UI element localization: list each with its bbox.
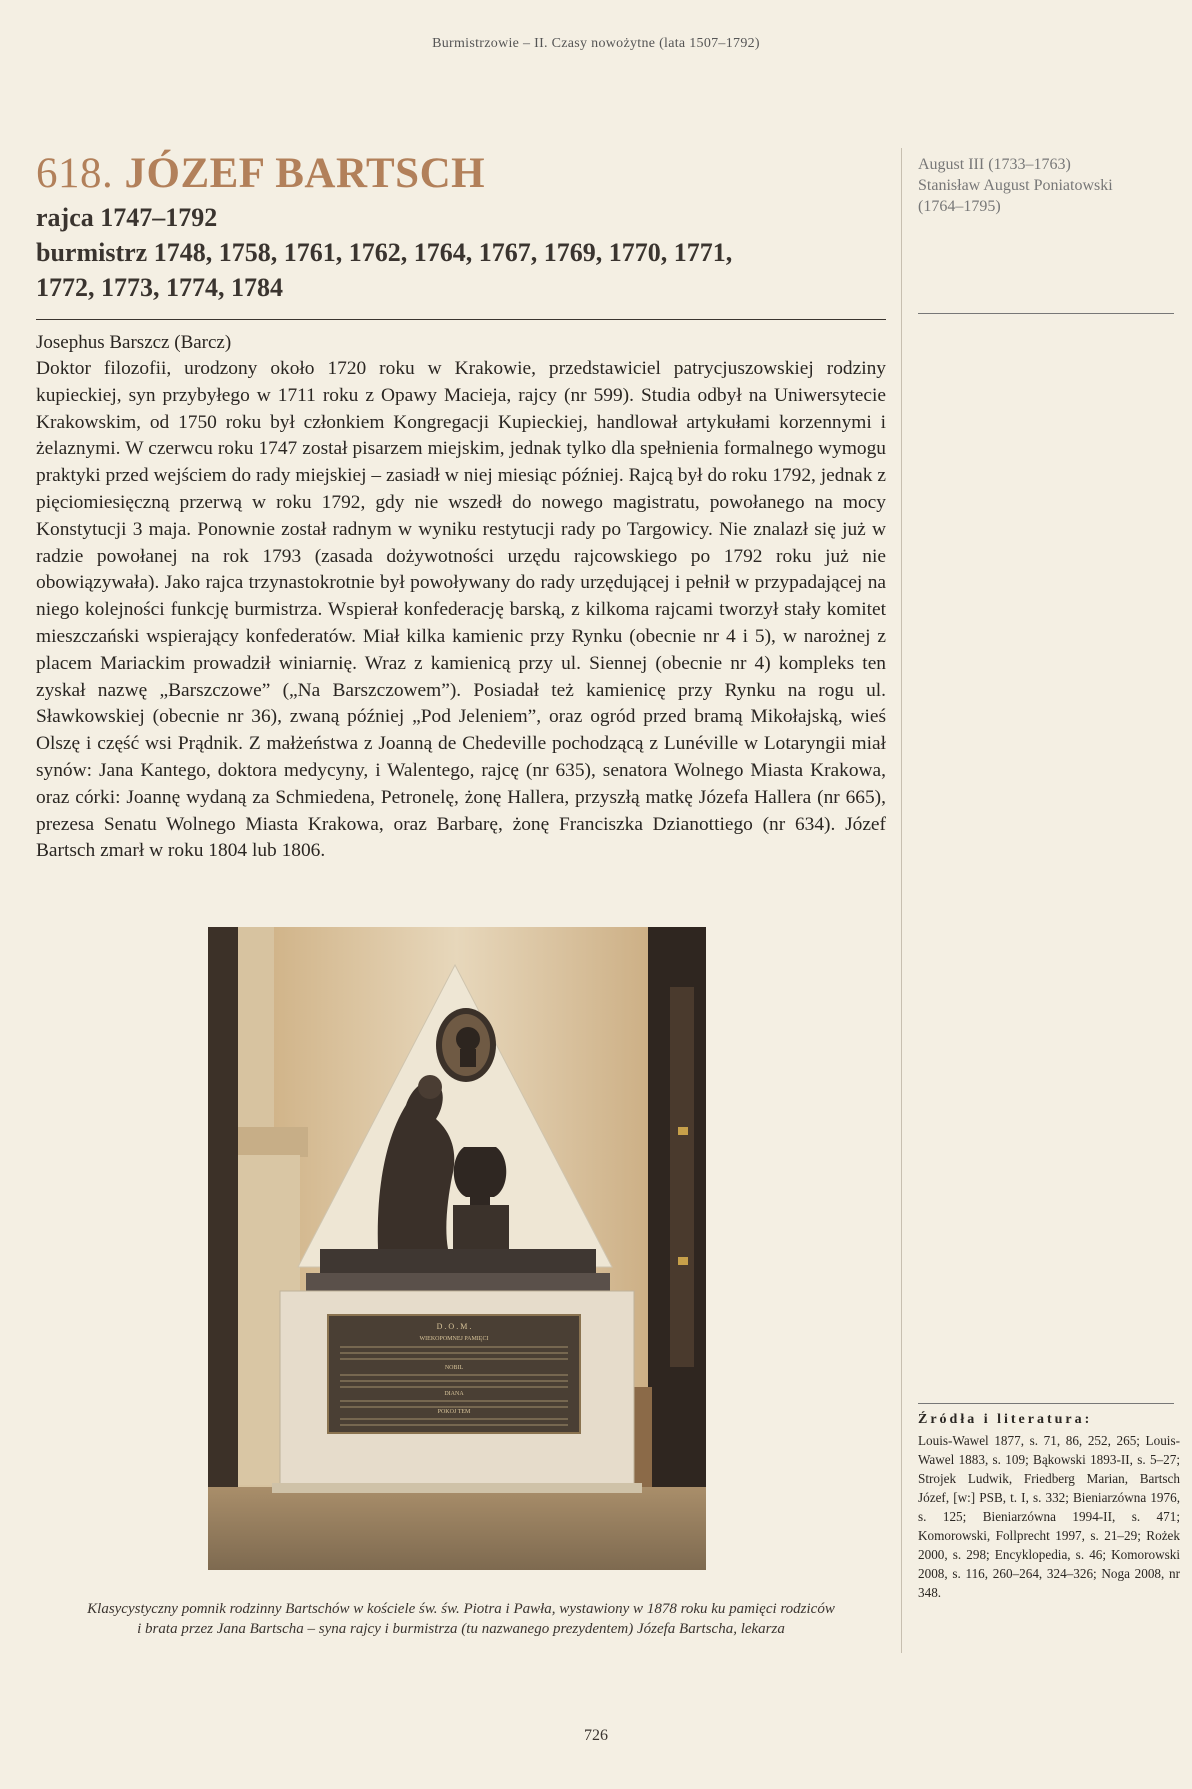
plaque-line2: WIEKOPOMNEJ PAMIĘCI xyxy=(419,1336,489,1342)
monument-photo xyxy=(208,927,706,1570)
reign-august-iii: August III (1733–1763) xyxy=(918,156,1071,173)
running-head: Burmistrzowie – II. Czasy nowożytne (lata 1507–1792) xyxy=(432,36,760,51)
biography-text: Doktor filozofii, urodzony około 1720 roku w Krakowie, przedstawiciel patrycjuszowskiej rodziny kupieckiej, syn przybyłego w 1711 roku z Opawy Macieja, rajcy (nr 599). Studia odbył na Uniwersytecie Krakowskim, od 1750 roku był członkiem Kongregacji Kupieckiej, handlował artykułami korzennymi i żelaznymi. W czerwcu roku 1747 został pisarzem miejskim, jednak tylko dla spełnienia formalnego wymogu praktyki przed wejściem do rady miejskiej – zasiadł w niej miesiąc później. Rajcą był do roku 1792, jednak z pięciomiesięczną przerwą w roku 1792, gdy nie wszedł do nowego magistratu, powołanego na mocy Konstytucji 3 maja. Ponownie został radnym w wyniku restytucji rady po Targowicy. Nie znalazł się już w radzie powołanej na rok 1793 (zasada dożywotności urzędu rajcowskiego po 1792 roku już nie obowiązywała). Jako rajca trzynastokrotnie był powoływany do rady urzędującej i pełnił w przypadającej na niego kolejności funkcję burmistrza. Wspierał konfederację barską, z kilkoma rajcami tworzył stały komitet mieszczański wspierający konfederatów. Miał kilka kamienic przy Rynku (obecnie nr 4 i 5), w narożnej z placem Mariackim prowadził winiarnię. Wraz z kamienicą przy ul. Siennej (obecnie nr 4) kompleks ten zyskał nazwę „Barszczowe” („Na Barszczowem”). Posiadał też kamienicę przy Rynku na rogu ul. Sławkowskiej (obecnie nr 36), zwaną później „Pod Jeleniem”, oraz ogród przed bramą Mikołajską, wieś Olszę i część wsi Prądnik. Z małżeństwa z Joanną de Chedeville pochodzącą z Lunéville w Lotaryngii miał synów: Jana Kantego, doktora medycyny, i Walentego, rajcę (nr 635), senatora Wolnego Miasta Krakowa, oraz córki: Joannę wydaną za Schmiedena, Petronelę, żonę Hallera, przyszłą matkę Józefa Hallera (nr 665), prezesa Senatu Wolnego Miasta Krakowa, oraz Barbarę, żonę Franciszka Dzianottiego (nr 634). Józef Bartsch zmarł w roku 1804 lub 1806. xyxy=(36,358,886,862)
column-divider xyxy=(901,148,902,1653)
sources-heading: Źródła i literatura: xyxy=(918,1412,1093,1427)
sources-rule xyxy=(918,1403,1174,1404)
sources-body: Louis-Wawel 1877, s. 71, 86, 252, 265; Louis-Wawel 1883, s. 109; Bąkowski 1893-II, s. 5–27; Strojek Ludwik, Friedberg Marian, Bartsch Józef, [w:] PSB, t. I, s. 332; Bieniarzówna 1976, s. 125; Bieniarzówna 1994-II, s. 471; Komorowski, Follprecht 1997, s. 21–29; Rożek 2000, s. 298; Encyklopedia, s. 46; Komorowski 2008, s. 116, 260–264, 324–326; Noga 2008, nr 348. xyxy=(918,1433,1180,1600)
marginalia-rule xyxy=(918,313,1174,314)
entry-title xyxy=(36,148,886,200)
offices-block xyxy=(36,200,886,305)
reign-marginalia xyxy=(918,154,1178,217)
sources-block xyxy=(918,1412,1180,1602)
council-years: rajca 1747–1792 xyxy=(36,203,218,232)
latin-name: Josephus Barszcz (Barcz) xyxy=(36,332,232,353)
plaque-dom: D . O . M . xyxy=(436,1322,472,1331)
reign-poniatowski-years: (1764–1795) xyxy=(918,198,1001,215)
plaque-name2: DIANA xyxy=(444,1391,464,1397)
entry-main-column xyxy=(36,148,886,865)
plaque-name1: NOBIL xyxy=(444,1365,464,1371)
caption-line1: Klasycystyczny pomnik rodzinny Bartschów w kościele św. św. Piotra i Pawła, wystawiony w 1878 roku ku pamięci rodziców xyxy=(87,1601,835,1617)
title-rule xyxy=(36,319,886,320)
caption-line2: i brata przez Jana Bartscha – syna rajcy i burmistrza (tu nazwanego prezydentem) Józefa Bartscha, lekarza xyxy=(137,1621,785,1637)
page-number: 726 xyxy=(584,1727,608,1744)
mayor-years-line1: burmistrz 1748, 1758, 1761, 1762, 1764, 1767, 1769, 1770, 1771, xyxy=(36,238,733,267)
entry-number: 618. xyxy=(36,150,114,197)
mayor-years-line2: 1772, 1773, 1774, 1784 xyxy=(36,273,283,302)
figure-caption xyxy=(36,1599,886,1639)
entry-name: JÓZEF BARTSCH xyxy=(124,150,486,197)
reign-poniatowski: Stanisław August Poniatowski xyxy=(918,177,1113,194)
plaque-name3: POKOJ TEM xyxy=(437,1409,471,1415)
